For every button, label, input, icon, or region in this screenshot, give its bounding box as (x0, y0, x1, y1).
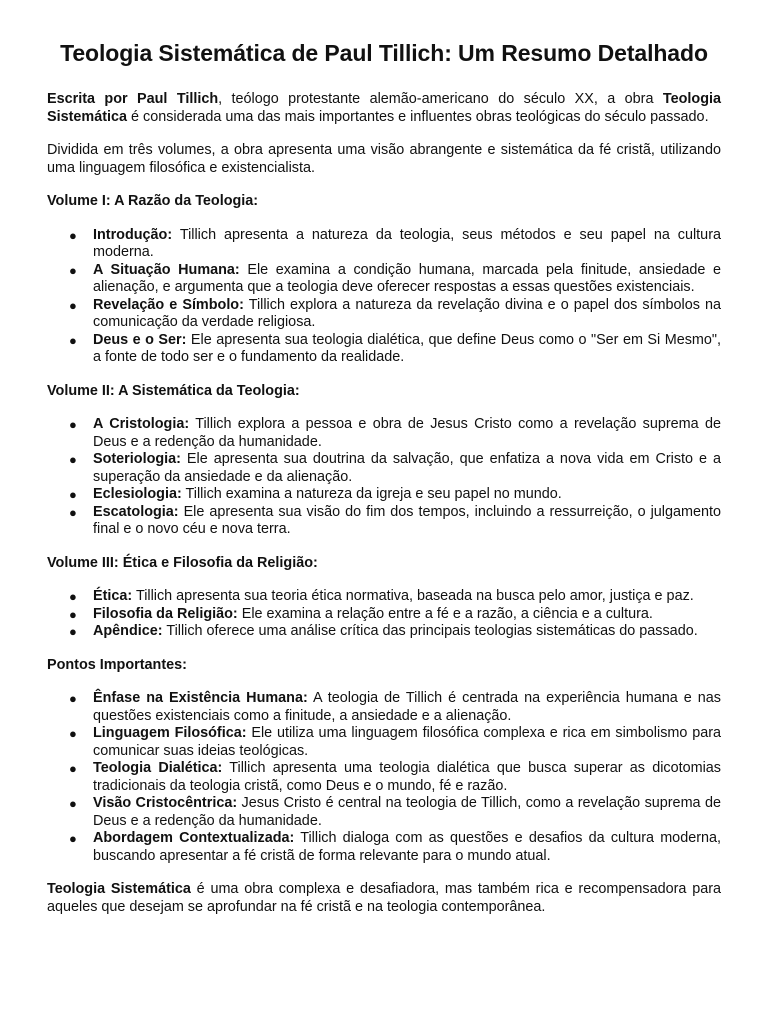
section-list (47, 227, 721, 367)
bullet-icon: ● (69, 589, 77, 604)
conclusion-paragraph (47, 881, 721, 916)
list-item-term: Apêndice: (93, 623, 163, 639)
list-item-term: Soteriologia: (93, 451, 181, 467)
list-item-term: A Cristologia: (93, 416, 190, 432)
list-item-term: Introdução: (93, 226, 173, 243)
list-item-text: Ele apresenta sua visão do fim dos tempos, incluindo a ressurreição, o julgamento final e o novo céu e nova terra. (93, 503, 721, 537)
section-heading: Pontos Importantes: (47, 656, 187, 673)
section-list (47, 416, 721, 539)
list-item-text: Tillich explora a natureza da revelação divina e o papel dos símbolos na comunicação da verdade religiosa. (93, 296, 721, 330)
bullet-icon: ● (69, 262, 77, 278)
list-item-text: Tillich apresenta a natureza da teologia, seus métodos e seu papel na cultura moderna. (93, 226, 721, 260)
list-item (69, 451, 721, 486)
list-item-text: Ele apresenta sua doutrina da salvação, que enfatiza a nova vida em Cristo e a superação da ansiedade e da alienação. (93, 451, 721, 485)
section-list (47, 690, 721, 865)
list-item-term: Teologia Dialética: (93, 760, 223, 776)
list-item (69, 690, 721, 725)
list-item-text: Tillich apresenta uma teologia dialética que busca superar as dicotomias tradicionais da teologia cristã, como Deus e o mundo, fé e razão. (93, 760, 721, 794)
list-item (69, 795, 721, 830)
list-item-term: Ética: (93, 588, 133, 604)
bullet-icon: ● (69, 726, 77, 741)
list-item-text: Tillich apresenta sua teoria ética normativa, baseada na busca pelo amor, justiça e paz. (132, 588, 694, 604)
section-list (47, 588, 721, 641)
list-item (69, 486, 721, 504)
bullet-icon: ● (69, 227, 77, 243)
intro-paragraph-2 (47, 142, 721, 177)
bullet-icon: ● (69, 796, 77, 811)
list-item-term: Abordagem Contextualizada: (93, 830, 295, 846)
list-item-text: Ele utiliza uma linguagem filosófica complexa e rica em simbolismo para comunicar suas ideias teológicas. (93, 725, 721, 759)
list-item (69, 416, 721, 451)
list-item-text: Tillich explora a pessoa e obra de Jesus Cristo como a revelação suprema de Deus e a redenção da humanidade. (93, 416, 721, 450)
list-item (69, 503, 721, 539)
list-item (69, 261, 721, 297)
list-item-term: Revelação e Símbolo: (93, 296, 244, 313)
bullet-icon: ● (69, 452, 77, 467)
list-item (69, 760, 721, 795)
list-item (69, 226, 721, 262)
list-item (69, 623, 721, 641)
body-text: Dividida em três volumes, a obra apresenta uma visão abrangente e sistemática da fé cristã, utilizando uma linguagem filosófica e existencialista. (47, 142, 721, 176)
list-item-text: Ele examina a relação entre a fé e a razão, a ciência e a cultura. (237, 605, 653, 622)
list-item-term: Filosofia da Religião: (93, 605, 238, 622)
section-heading: Volume II: A Sistemática da Teologia: (47, 382, 300, 399)
list-item-text: Tillich examina a natureza da igreja e seu papel no mundo. (181, 486, 562, 502)
bullet-icon: ● (69, 691, 77, 706)
bullet-icon: ● (69, 487, 77, 502)
body-text: é considerada uma das mais importantes e influentes obras teológicas do século passado. (127, 108, 709, 125)
list-item-term: A Situação Humana: (93, 261, 240, 278)
bold-text: Escrita por Paul Tillich (47, 91, 219, 107)
list-item-text: Jesus Cristo é central na teologia de Tillich, como a revelação suprema de Deus e a redenção da humanidade. (93, 795, 721, 829)
bold-text: Teologia Sistemática (47, 881, 191, 897)
body-text: é uma obra complexa e desafiadora, mas também rica e recompensadora para aqueles que desejam se aprofundar na fé cristã e na teologia contemporânea. (47, 881, 721, 915)
intro-paragraph-1 (47, 91, 721, 126)
section-heading: Volume III: Ética e Filosofia da Religião: (47, 554, 318, 571)
list-item-text: Ele examina a condição humana, marcada pela finitude, ansiedade e alienação, e argumenta que a teologia deve oferecer respostas a essas questões existenciais. (93, 261, 721, 295)
bullet-icon: ● (69, 606, 77, 622)
bullet-icon: ● (69, 417, 77, 432)
bullet-icon: ● (69, 297, 77, 313)
body-text: , teólogo protestante alemão-americano do século XX, a obra (218, 91, 663, 107)
list-item-text: A teologia de Tillich é centrada na experiência humana e nas questões existenciais como a finitude, a ansiedade e a alienação. (93, 690, 721, 724)
bullet-icon: ● (69, 504, 77, 520)
list-item-term: Visão Cristocêntrica: (93, 795, 238, 811)
list-item-text: Ele apresenta sua teologia dialética, que define Deus como o "Ser em Si Mesmo", a fonte de todo ser e o fundamento da realidade. (93, 331, 721, 365)
document-body (47, 91, 721, 916)
list-item (69, 830, 721, 865)
list-item-term: Linguagem Filosófica: (93, 725, 247, 741)
list-item (69, 331, 721, 367)
bullet-icon: ● (69, 761, 77, 776)
list-item (69, 296, 721, 332)
list-item (69, 605, 721, 624)
bullet-icon: ● (69, 624, 77, 639)
section-heading: Volume I: A Razão da Teologia: (47, 193, 259, 209)
list-item-text: Tillich oferece uma análise crítica das principais teologias sistemáticas do passado. (162, 623, 698, 639)
list-item (69, 588, 721, 606)
list-item-term: Escatologia: (93, 503, 179, 520)
list-item-text: Tillich dialoga com as questões e desafios da cultura moderna, buscando apresentar a fé cristã de forma relevante para o mundo atual. (93, 830, 721, 864)
list-item-term: Ênfase na Existência Humana: (93, 690, 308, 706)
bullet-icon: ● (69, 332, 77, 348)
bold-text: Teologia Sistemática (47, 91, 721, 125)
list-item-term: Deus e o Ser: (93, 331, 187, 348)
list-item (69, 725, 721, 760)
document-title: Teologia Sistemática de Paul Tillich: Um Resumo Detalhado (60, 40, 708, 66)
bullet-icon: ● (69, 831, 77, 846)
list-item-term: Eclesiologia: (93, 486, 182, 502)
